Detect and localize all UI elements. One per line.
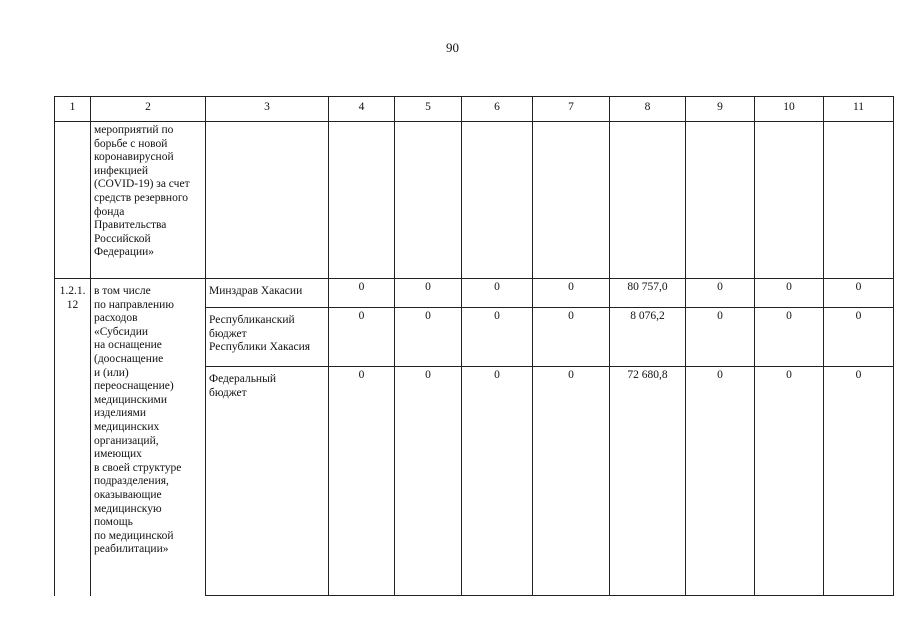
- continued-code-cell: [55, 122, 91, 279]
- header-row: [55, 97, 894, 122]
- item-description: в том числе по направлению расходов «Субсидии на оснащение (дооснащение и (или) переоснащение) медицинскими изделиями медицинских организаций, имеющих в своей структуре подразделения, оказывающие медицинскую помощь по медицинской реабилитации»: [91, 279, 206, 596]
- source-name: Республиканский бюджет Республики Хакасия: [206, 308, 329, 367]
- value-cell: 0: [533, 279, 610, 308]
- value-cell: 0: [824, 279, 894, 308]
- source-name: Федеральный бюджет: [206, 367, 329, 596]
- empty-cell: [755, 122, 824, 279]
- header-col-3: 3: [206, 97, 329, 122]
- value-cell: 0: [533, 308, 610, 367]
- value-cell: 0: [329, 308, 395, 367]
- header-col-11: 11: [824, 97, 894, 122]
- empty-cell: [686, 122, 755, 279]
- value-cell: 0: [395, 279, 462, 308]
- value-cell: 8 076,2: [610, 308, 686, 367]
- empty-cell: [206, 122, 329, 279]
- value-cell: 0: [395, 367, 462, 596]
- value-cell: 0: [462, 279, 533, 308]
- value-cell: 0: [755, 308, 824, 367]
- item-code: 1.2.1. 12: [55, 279, 91, 596]
- empty-cell: [462, 122, 533, 279]
- value-cell: 0: [462, 367, 533, 596]
- header-col-10: 10: [755, 97, 824, 122]
- header-col-1: 1: [55, 97, 91, 122]
- page-number: 90: [446, 40, 459, 55]
- table-row-continued: [55, 122, 894, 279]
- value-cell: 0: [462, 308, 533, 367]
- value-cell: 0: [755, 279, 824, 308]
- header-col-2: 2: [91, 97, 206, 122]
- empty-cell: [329, 122, 395, 279]
- value-cell: 0: [686, 367, 755, 596]
- continued-description: мероприятий по борьбе с новой коронавирусной инфекцией (COVID-19) за счет средств резервного фонда Правительства Российской Федерации»: [91, 122, 206, 279]
- empty-cell: [533, 122, 610, 279]
- header-col-4: 4: [329, 97, 395, 122]
- value-cell: 0: [329, 279, 395, 308]
- source-name: Минздрав Хакасии: [206, 279, 329, 308]
- table-row: [55, 279, 894, 308]
- value-cell: 0: [395, 308, 462, 367]
- value-cell: 80 757,0: [610, 279, 686, 308]
- empty-cell: [824, 122, 894, 279]
- header-col-7: 7: [533, 97, 610, 122]
- value-cell: 0: [824, 367, 894, 596]
- empty-cell: [395, 122, 462, 279]
- value-cell: 0: [329, 367, 395, 596]
- value-cell: 0: [686, 308, 755, 367]
- value-cell: 72 680,8: [610, 367, 686, 596]
- value-cell: 0: [686, 279, 755, 308]
- header-col-8: 8: [610, 97, 686, 122]
- value-cell: 0: [533, 367, 610, 596]
- header-col-5: 5: [395, 97, 462, 122]
- value-cell: 0: [755, 367, 824, 596]
- value-cell: 0: [824, 308, 894, 367]
- empty-cell: [610, 122, 686, 279]
- header-col-6: 6: [462, 97, 533, 122]
- budget-table: [54, 96, 894, 596]
- header-col-9: 9: [686, 97, 755, 122]
